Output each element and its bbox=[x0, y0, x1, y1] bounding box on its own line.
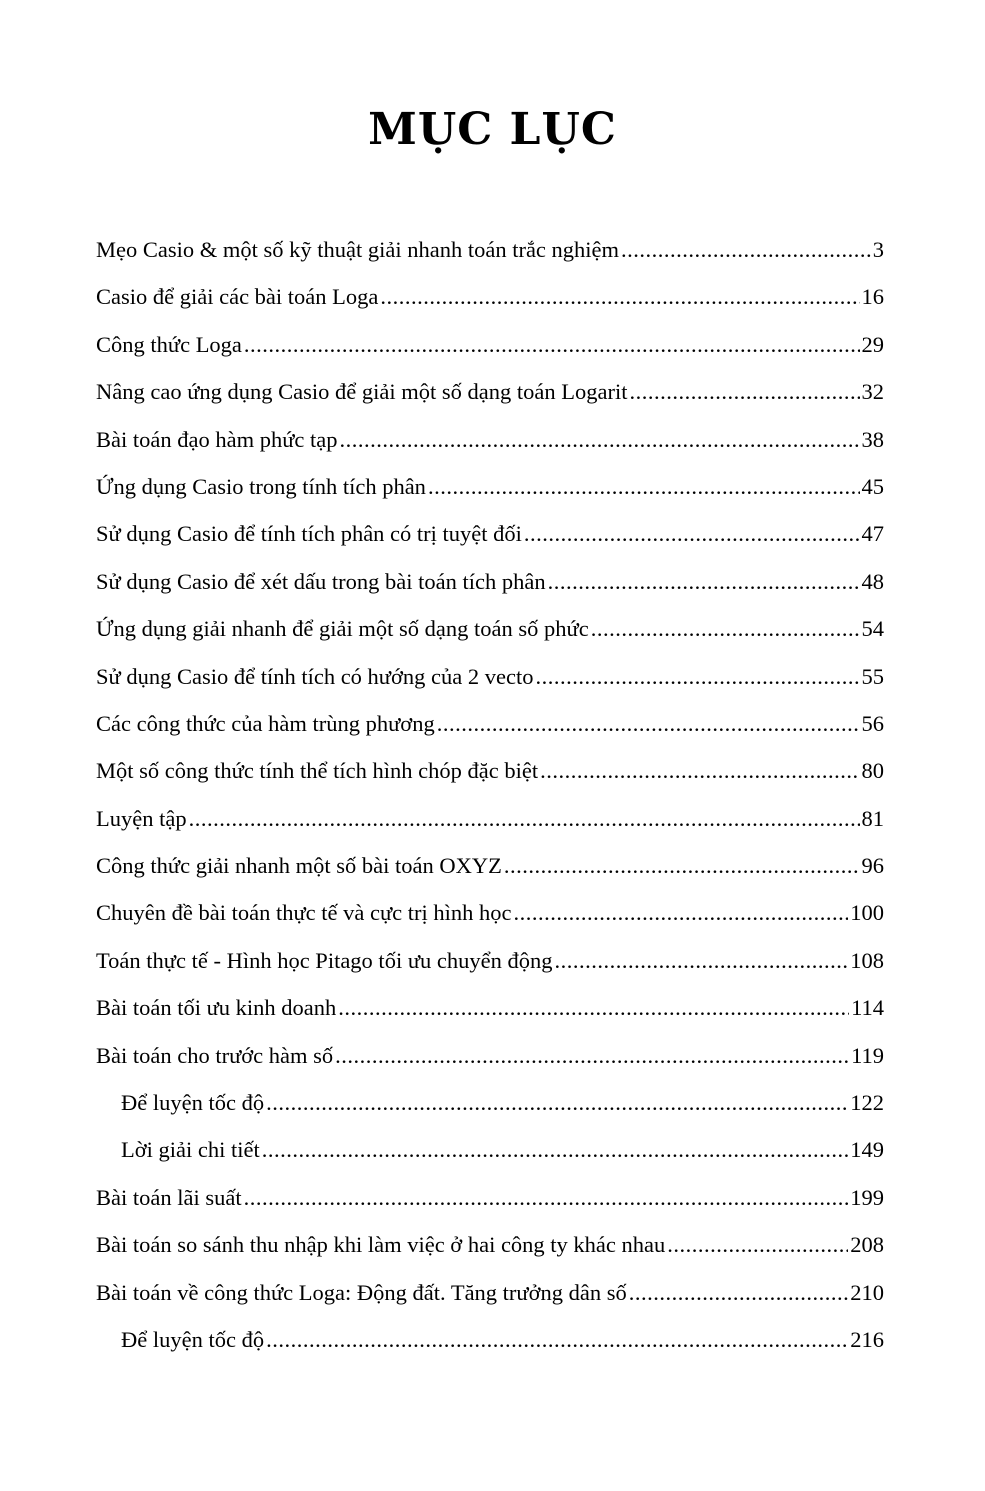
toc-entry-label: Luyện tập bbox=[96, 805, 187, 831]
toc-entry[interactable] bbox=[96, 660, 884, 707]
dot-leader bbox=[189, 802, 860, 836]
toc-page-number: 100 bbox=[850, 900, 884, 926]
dot-leader bbox=[437, 707, 860, 741]
toc-entry[interactable] bbox=[96, 754, 884, 801]
dot-leader bbox=[244, 1181, 849, 1215]
toc-page-number: 149 bbox=[850, 1137, 884, 1163]
toc-page-number: 32 bbox=[861, 379, 884, 405]
toc-entry-label: Sử dụng Casio để tính tích có hướng của 2 vecto bbox=[96, 663, 534, 689]
dot-leader bbox=[338, 991, 849, 1025]
toc-page-number: 96 bbox=[861, 853, 884, 879]
toc-entry-label: Bài toán đạo hàm phức tạp bbox=[96, 426, 338, 452]
toc-entry[interactable] bbox=[96, 707, 884, 754]
dot-leader bbox=[548, 565, 860, 599]
toc-entry-label: Để luyện tốc độ bbox=[121, 1326, 265, 1352]
toc-entry-label: Ứng dụng Casio trong tính tích phân bbox=[96, 473, 426, 499]
toc-subentry[interactable] bbox=[96, 1133, 884, 1180]
toc-page-number: 16 bbox=[861, 284, 884, 310]
dot-leader bbox=[591, 612, 860, 646]
toc-entry[interactable] bbox=[96, 233, 884, 280]
toc-entry-label: Bài toán so sánh thu nhập khi làm việc ở hai công ty khác nhau bbox=[96, 1232, 666, 1258]
dot-leader bbox=[262, 1133, 849, 1167]
dot-leader bbox=[266, 1086, 848, 1120]
dot-leader bbox=[428, 470, 860, 504]
toc-entry[interactable] bbox=[96, 896, 884, 943]
toc-entry-label: Một số công thức tính thể tích hình chóp đặc biệt bbox=[96, 758, 539, 784]
toc-entry-label: Nâng cao ứng dụng Casio để giải một số dạng toán Logarit bbox=[96, 379, 628, 405]
toc-page-number: 208 bbox=[850, 1232, 884, 1258]
toc-page-number: 81 bbox=[861, 805, 884, 831]
toc-page-number: 216 bbox=[850, 1326, 884, 1352]
toc-page-number: 54 bbox=[861, 616, 884, 642]
toc-page-number: 80 bbox=[861, 758, 884, 784]
toc-page-number: 29 bbox=[861, 331, 884, 357]
dot-leader bbox=[621, 233, 871, 267]
toc-page-number: 47 bbox=[861, 521, 884, 547]
toc-entry-label: Mẹo Casio & một số kỹ thuật giải nhanh toán trắc nghiệm bbox=[96, 237, 620, 262]
toc-page-number: 55 bbox=[861, 663, 884, 689]
toc-entry-label: Bài toán về công thức Loga: Động đất. Tăng trưởng dân số bbox=[96, 1279, 627, 1305]
dot-leader bbox=[629, 1276, 848, 1310]
toc-page-number: 108 bbox=[850, 947, 884, 973]
toc-entry[interactable] bbox=[96, 612, 884, 659]
toc-page-number: 119 bbox=[851, 1042, 884, 1068]
dot-leader bbox=[244, 328, 860, 362]
toc-page-number: 45 bbox=[861, 473, 884, 499]
dot-leader bbox=[535, 660, 859, 694]
toc-entry-label: Bài toán cho trước hàm số bbox=[96, 1042, 334, 1068]
toc-entry[interactable] bbox=[96, 1039, 884, 1086]
toc-entry-label: Để luyện tốc độ bbox=[121, 1090, 265, 1116]
toc-entry-label: Casio để giải các bài toán Loga bbox=[96, 284, 379, 310]
toc-entry[interactable] bbox=[96, 1228, 884, 1275]
dot-leader bbox=[335, 1039, 849, 1073]
table-of-contents bbox=[96, 233, 884, 1370]
toc-entry-label: Công thức Loga bbox=[96, 331, 242, 357]
dot-leader bbox=[514, 896, 849, 930]
toc-entry[interactable] bbox=[96, 991, 884, 1038]
toc-entry[interactable] bbox=[96, 328, 884, 375]
toc-entry-label: Bài toán lãi suất bbox=[96, 1184, 242, 1210]
toc-entry[interactable] bbox=[96, 280, 884, 327]
toc-page-number: 210 bbox=[850, 1279, 884, 1305]
toc-entry-label: Sử dụng Casio để tính tích phân có trị tuyệt đối bbox=[96, 521, 522, 547]
toc-entry-label: Các công thức của hàm trùng phương bbox=[96, 710, 435, 736]
dot-leader bbox=[554, 944, 848, 978]
toc-entry-label: Công thức giải nhanh một số bài toán OXYZ bbox=[96, 853, 502, 879]
toc-entry-label: Lời giải chi tiết bbox=[121, 1137, 260, 1163]
dot-leader bbox=[540, 754, 859, 788]
toc-entry[interactable] bbox=[96, 1181, 884, 1228]
dot-leader bbox=[629, 375, 859, 409]
toc-page-number: 48 bbox=[861, 568, 884, 594]
toc-subentry[interactable] bbox=[96, 1086, 884, 1133]
toc-entry[interactable] bbox=[96, 1276, 884, 1323]
toc-entry-label: Chuyên đề bài toán thực tế và cực trị hình học bbox=[96, 900, 512, 926]
toc-entry[interactable] bbox=[96, 470, 884, 517]
toc-entry-label: Bài toán tối ưu kinh doanh bbox=[96, 995, 337, 1021]
toc-entry-label: Ứng dụng giải nhanh để giải một số dạng toán số phức bbox=[96, 616, 589, 642]
toc-entry[interactable] bbox=[96, 944, 884, 991]
dot-leader bbox=[667, 1228, 848, 1262]
toc-page-number: 3 bbox=[872, 237, 884, 262]
toc-entry[interactable] bbox=[96, 849, 884, 896]
toc-entry[interactable] bbox=[96, 802, 884, 849]
toc-subentry[interactable] bbox=[96, 1323, 884, 1370]
dot-leader bbox=[504, 849, 860, 883]
page-title: MỤC LỤC bbox=[368, 104, 617, 155]
dot-leader bbox=[266, 1323, 848, 1357]
toc-page-number: 38 bbox=[861, 426, 884, 452]
toc-page-number: 122 bbox=[850, 1090, 884, 1116]
dot-leader bbox=[524, 517, 860, 551]
toc-page-number: 199 bbox=[850, 1184, 884, 1210]
dot-leader bbox=[340, 423, 860, 457]
toc-entry-label: Toán thực tế - Hình học Pitago tối ưu chuyển động bbox=[96, 947, 553, 973]
toc-entry[interactable] bbox=[96, 375, 884, 422]
toc-entry[interactable] bbox=[96, 517, 884, 564]
toc-entry-label: Sử dụng Casio để xét dấu trong bài toán tích phân bbox=[96, 568, 546, 594]
toc-entry[interactable] bbox=[96, 565, 884, 612]
toc-entry[interactable] bbox=[96, 423, 884, 470]
toc-page-number: 56 bbox=[861, 710, 884, 736]
toc-page-number: 114 bbox=[851, 995, 884, 1021]
dot-leader bbox=[380, 280, 859, 314]
